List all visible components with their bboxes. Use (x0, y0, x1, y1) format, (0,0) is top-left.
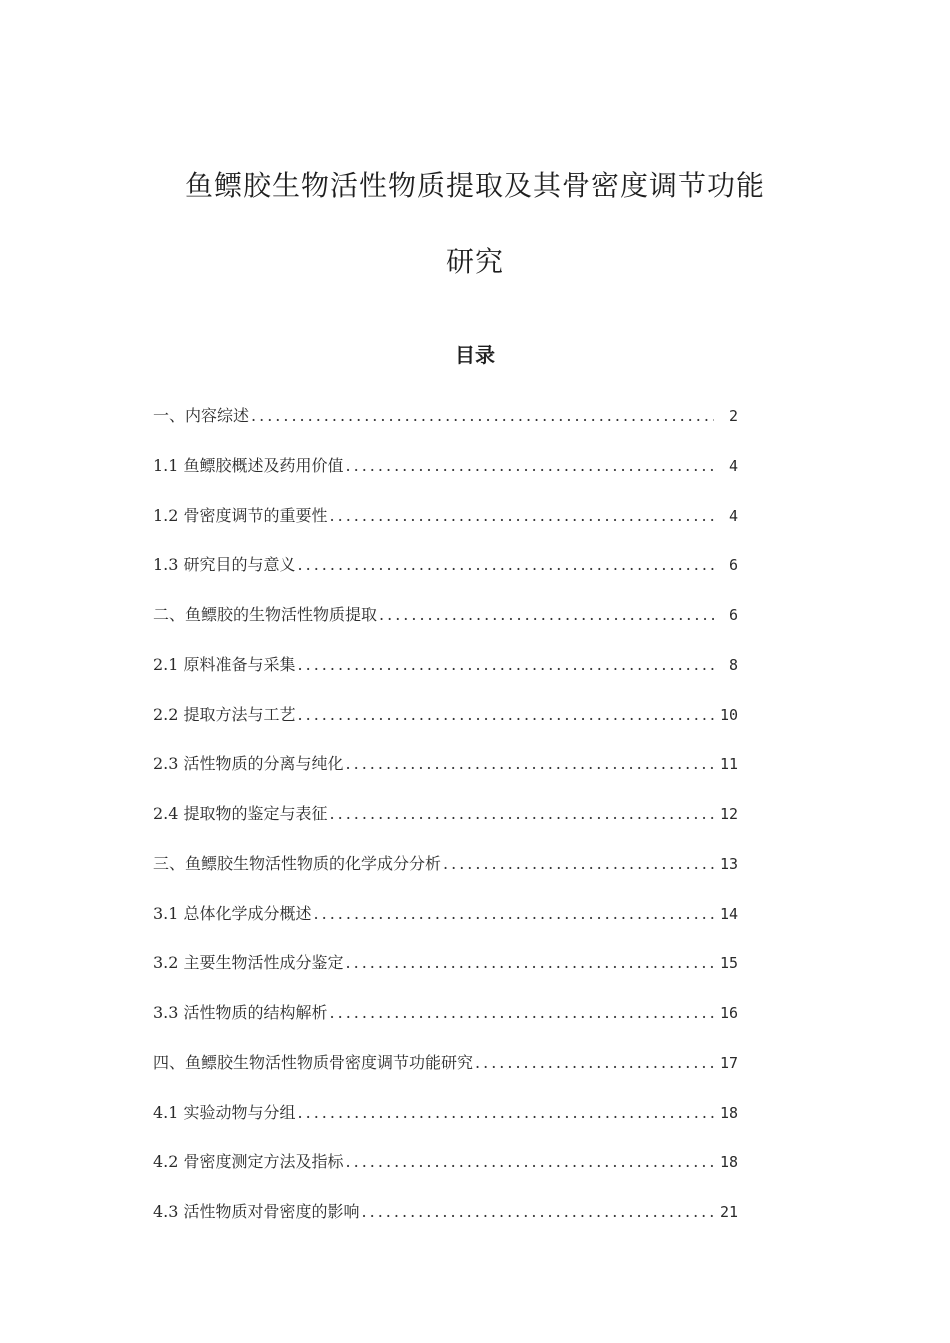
toc-entry-label: 一、内容综述 (153, 406, 250, 425)
toc-dot-leader (298, 655, 714, 674)
toc-entry-label: 2.4 提取物的鉴定与表征 (153, 804, 328, 823)
document-title-line2: 研究 (445, 245, 504, 278)
toc-entry-page: 15 (719, 954, 738, 973)
toc-entry[interactable] (153, 403, 738, 453)
toc-entry-page: 8 (728, 655, 738, 674)
toc-entry[interactable] (153, 1100, 738, 1150)
toc-entry-page: 6 (728, 606, 738, 624)
toc-entry-label: 2.3 活性物质的分离与纯化 (153, 754, 344, 774)
toc-entry-page: 10 (719, 705, 738, 724)
toc-entry[interactable] (153, 1050, 738, 1100)
toc-entry-page: 4 (728, 456, 738, 475)
toc-entry[interactable] (153, 950, 738, 1000)
toc-entry-page: 11 (719, 755, 738, 774)
toc-dot-leader (346, 754, 714, 773)
toc-entry-page: 18 (719, 1153, 738, 1172)
toc-entry-label: 二、鱼鳔胶的生物活性物质提取 (153, 605, 378, 624)
toc-entry[interactable] (153, 453, 738, 503)
toc-entry-label: 3.3 活性物质的结构解析 (153, 1003, 328, 1022)
toc-entry-page: 17 (719, 1053, 738, 1072)
toc-entry-label: 2.2 提取方法与工艺 (153, 704, 296, 724)
toc-entry[interactable] (153, 702, 738, 752)
toc-dot-leader (475, 1053, 714, 1072)
toc-entry[interactable] (153, 1000, 738, 1050)
toc-dot-leader (298, 705, 714, 724)
toc-entry-label: 4.3 活性物质对骨密度的影响 (153, 1202, 360, 1221)
toc-dot-leader (346, 456, 714, 475)
toc-entry[interactable] (153, 1149, 738, 1199)
toc-entry[interactable] (153, 1199, 738, 1249)
toc-entry[interactable] (153, 801, 738, 851)
toc-entry[interactable] (153, 901, 738, 951)
toc-entry-label: 1.3 研究目的与意义 (153, 555, 296, 575)
toc-dot-leader (251, 406, 714, 425)
toc-entry-page: 14 (719, 904, 738, 923)
toc-entry-page: 18 (719, 1103, 738, 1122)
toc-entry[interactable] (153, 652, 738, 702)
toc-entry[interactable] (153, 552, 738, 602)
document-title-line1: 鱼鳔胶生物活性物质提取及其骨密度调节功能 (184, 169, 765, 202)
toc-entry-label: 4.1 实验动物与分组 (153, 1102, 296, 1122)
toc-dot-leader (298, 1103, 714, 1122)
toc-entry-label: 1.2 骨密度调节的重要性 (153, 505, 328, 525)
toc-dot-leader (379, 605, 714, 624)
toc-entry[interactable] (153, 851, 738, 901)
toc-entry-label: 三、鱼鳔胶生物活性物质的化学成分分析 (153, 853, 442, 873)
toc-dot-leader (330, 506, 714, 525)
toc-heading: 目录 (455, 343, 495, 367)
toc-dot-leader (330, 1003, 714, 1022)
toc-entry-label: 四、鱼鳔胶生物活性物质骨密度调节功能研究 (153, 1052, 474, 1072)
toc-entry-label: 3.2 主要生物活性成分鉴定 (153, 953, 344, 973)
toc-entry[interactable] (153, 751, 738, 801)
toc-dot-leader (346, 1152, 714, 1171)
toc-entry-label: 4.2 骨密度测定方法及指标 (153, 1152, 344, 1172)
toc-entry-page: 12 (719, 805, 738, 823)
toc-dot-leader (346, 953, 714, 972)
toc-entry-page: 16 (719, 1004, 738, 1022)
toc-entry-page: 2 (728, 407, 738, 425)
toc-entry-page: 4 (728, 506, 738, 525)
toc-dot-leader (443, 854, 714, 873)
toc-entry-page: 21 (719, 1203, 738, 1221)
toc-dot-leader (314, 904, 714, 923)
toc-entry-page: 13 (719, 854, 738, 873)
toc-entry[interactable] (153, 602, 738, 652)
toc-entry-label: 2.1 原料准备与采集 (153, 654, 296, 674)
toc-dot-leader (330, 804, 714, 823)
toc-entry[interactable] (153, 503, 738, 553)
toc-entry-label: 1.1 鱼鳔胶概述及药用价值 (153, 455, 344, 475)
toc-dot-leader (298, 555, 714, 574)
toc-dot-leader (362, 1202, 714, 1221)
table-of-contents (153, 403, 738, 1249)
toc-entry-page: 6 (728, 556, 738, 575)
toc-entry-label: 3.1 总体化学成分概述 (153, 903, 312, 923)
